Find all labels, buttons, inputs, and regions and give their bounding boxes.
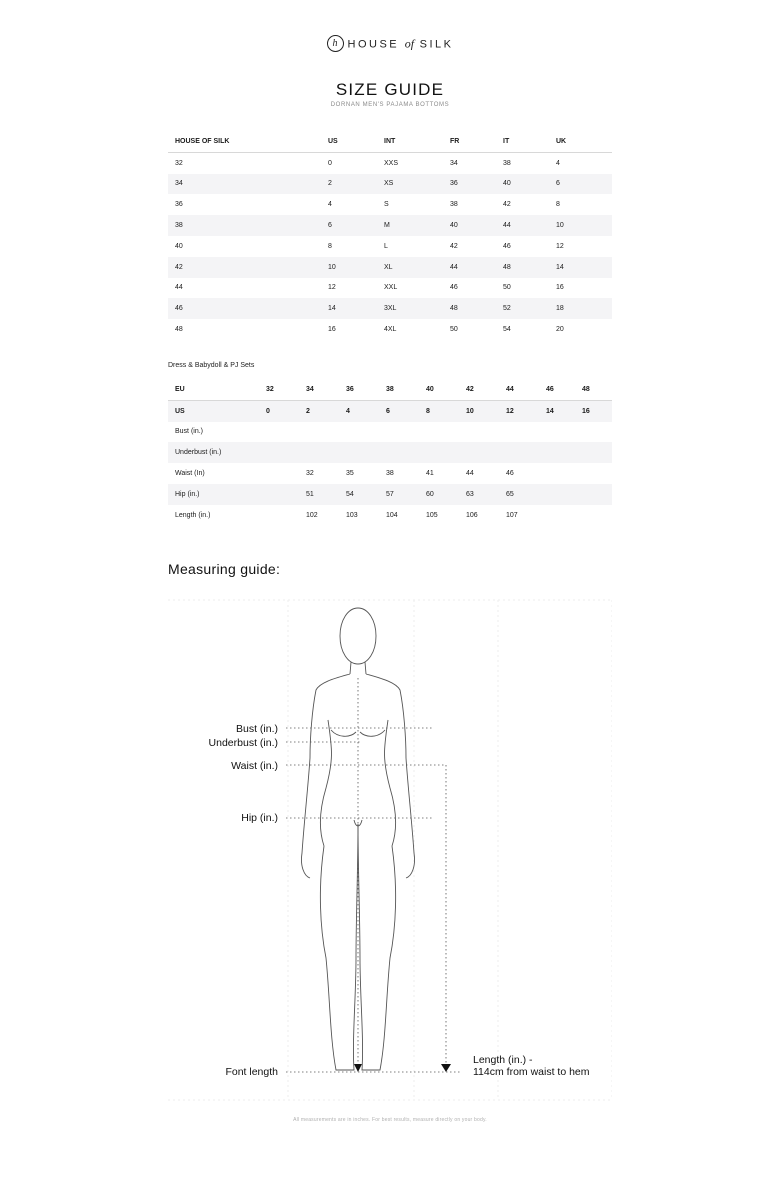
table-row: [168, 278, 612, 299]
table-cell: 42: [503, 201, 511, 209]
table-cell: Underbust (in.): [168, 442, 266, 463]
table-cell: Waist (In): [175, 470, 205, 478]
table-cell: [426, 442, 466, 463]
length-arrow-icon: [441, 1064, 451, 1072]
table-cell: 40: [450, 215, 503, 236]
table-cell: 16: [582, 400, 612, 421]
table-row: [168, 215, 612, 236]
table-cell: 46: [503, 242, 511, 250]
table-cell: [266, 505, 306, 526]
table-cell: [546, 422, 582, 443]
table-cell: 6: [328, 215, 384, 236]
table-cell: [466, 422, 506, 443]
table-cell: Length (in.): [175, 511, 211, 519]
table-row: [168, 194, 612, 215]
table-cell: [582, 484, 612, 505]
table-cell: 50: [450, 326, 458, 334]
table-cell: XXL: [384, 284, 398, 292]
table-cell: [546, 484, 582, 505]
table-cell: 46: [506, 470, 514, 478]
measuring-guide-title: Measuring guide:: [168, 561, 281, 577]
page-title: SIZE GUIDE: [335, 80, 445, 99]
table-row: [168, 319, 612, 340]
table-cell: [266, 463, 306, 484]
table-row: [168, 257, 612, 278]
table-cell: 18: [556, 298, 612, 319]
table-cell: 38: [386, 379, 426, 400]
table-cell: 107: [506, 511, 518, 519]
table-cell: US: [168, 400, 266, 421]
table-cell: [386, 422, 426, 443]
table-cell: [546, 442, 582, 463]
table-cell: 52: [503, 298, 556, 319]
table-cell: 35: [346, 470, 354, 478]
table-cell: EU: [168, 379, 266, 400]
table-cell: 8: [328, 242, 332, 250]
table-cell: [546, 505, 582, 526]
table-cell: 54: [346, 484, 386, 505]
table-cell: 38: [386, 470, 394, 478]
footnote: All measurements are in inches. For best results, measure directly on your body.: [293, 1117, 487, 1123]
table-cell: [546, 463, 582, 484]
table-cell: 103: [346, 511, 358, 519]
table-cell: [386, 442, 426, 463]
table-cell: [266, 442, 306, 463]
table-cell: 104: [386, 511, 398, 519]
table-row: [168, 505, 612, 526]
table-cell: [582, 422, 612, 443]
table-cell: 8: [556, 201, 560, 209]
dress-table-caption: Dress & Babydoll & PJ Sets: [168, 362, 255, 369]
table-cell: 6: [556, 174, 612, 195]
table-cell: 42: [168, 257, 328, 278]
table-cell: 34: [168, 174, 328, 195]
table-cell: 50: [503, 284, 511, 292]
table-cell: 2: [328, 174, 384, 195]
table-cell: 4: [346, 400, 386, 421]
table-cell: 105: [426, 511, 438, 519]
table-cell: 10: [328, 257, 384, 278]
table-cell: Hip (in.): [168, 484, 266, 505]
us-size-row: [168, 400, 612, 421]
table-row: [168, 422, 612, 443]
table-cell: [346, 422, 386, 443]
table-cell: 102: [306, 511, 318, 519]
table-cell: 32: [306, 470, 314, 478]
measuring-figure: [168, 598, 612, 1106]
table-row: [168, 174, 612, 195]
table-cell: 65: [506, 484, 546, 505]
table-cell: Bust (in.): [175, 428, 204, 436]
front-length-arrow-icon: [354, 1064, 362, 1072]
bust-label: Bust (in.): [235, 723, 278, 735]
header-house-of-silk: HOUSE OF SILK: [168, 131, 328, 152]
table-cell: 4: [328, 201, 332, 209]
table-cell: 48: [175, 326, 183, 334]
table-cell: 63: [466, 484, 506, 505]
table-cell: 3XL: [384, 298, 450, 319]
table-cell: [306, 422, 346, 443]
figure-grid: [168, 600, 612, 1100]
table-row: [168, 236, 612, 257]
table-cell: 36: [175, 201, 183, 209]
underbust-label: Underbust (in.): [208, 737, 278, 749]
table-cell: XL: [384, 257, 450, 278]
table-cell: 6: [386, 400, 426, 421]
table-cell: 32: [175, 159, 183, 167]
table-cell: [306, 442, 346, 463]
brand-name-left: HOUSE: [347, 38, 400, 51]
table-row: [168, 152, 612, 173]
table-cell: [582, 463, 612, 484]
table-cell: 106: [466, 511, 478, 519]
table-cell: [582, 442, 612, 463]
table-cell: 44: [466, 470, 474, 478]
table-cell: 8: [426, 400, 466, 421]
table-cell: 16: [328, 326, 336, 334]
table-cell: S: [384, 201, 389, 209]
table-cell: 38: [168, 215, 328, 236]
table-cell: 51: [306, 484, 346, 505]
table-cell: 10: [466, 400, 506, 421]
table-cell: XXS: [384, 159, 399, 167]
waist-label: Waist (in.): [231, 760, 278, 772]
table-cell: [426, 422, 466, 443]
table-cell: 34: [306, 379, 346, 400]
table-cell: 2: [306, 400, 346, 421]
table-cell: 4: [556, 159, 560, 167]
table-cell: 32: [266, 379, 306, 400]
table-cell: 60: [426, 484, 466, 505]
table-cell: 36: [450, 174, 503, 195]
table-cell: 38: [450, 201, 458, 209]
table-cell: [506, 442, 546, 463]
length-label-line2: 114cm from waist to hem: [473, 1066, 590, 1078]
table-row: [168, 463, 612, 484]
table-cell: 12: [328, 284, 336, 292]
table-cell: 12: [506, 400, 546, 421]
table-cell: 14: [556, 257, 612, 278]
table-cell: [466, 442, 506, 463]
measure-lines: [286, 678, 460, 1072]
table-cell: [266, 422, 306, 443]
brand-logo: [0, 36, 780, 53]
table-cell: 14: [328, 298, 384, 319]
table-cell: XS: [384, 174, 450, 195]
table-cell: 34: [450, 159, 458, 167]
header-it: IT: [503, 131, 556, 152]
table-cell: 42: [450, 242, 458, 250]
table-header-row: [168, 131, 612, 152]
table-row: [168, 442, 612, 463]
page-subtitle: DORNAN MEN'S PAJAMA BOTTOMS: [330, 102, 450, 108]
table-cell: 48: [503, 257, 556, 278]
table-cell: L: [384, 242, 388, 250]
dress-size-table: [168, 379, 612, 526]
eu-size-row: [168, 379, 612, 400]
hip-label: Hip (in.): [241, 812, 278, 824]
brand-name-of: of: [404, 36, 415, 51]
table-cell: 44: [450, 257, 503, 278]
table-cell: 40: [503, 174, 556, 195]
table-cell: 42: [466, 379, 506, 400]
table-cell: 10: [556, 215, 612, 236]
table-cell: 14: [546, 400, 582, 421]
table-cell: 38: [503, 159, 511, 167]
table-cell: 44: [175, 284, 183, 292]
table-row: [168, 484, 612, 505]
table-row: [168, 298, 612, 319]
table-cell: 40: [426, 379, 466, 400]
table-cell: 41: [426, 470, 434, 478]
table-cell: 48: [450, 298, 503, 319]
table-cell: M: [384, 215, 450, 236]
table-cell: 48: [582, 379, 612, 400]
table-cell: 46: [450, 284, 458, 292]
table-cell: 46: [546, 379, 582, 400]
header-int: INT: [384, 131, 450, 152]
header-uk: UK: [556, 131, 612, 152]
header-fr: FR: [450, 131, 503, 152]
table-cell: [266, 484, 306, 505]
table-cell: 0: [328, 159, 332, 167]
table-cell: 20: [556, 326, 564, 334]
table-cell: 36: [346, 379, 386, 400]
table-cell: 16: [556, 284, 564, 292]
header-us: US: [328, 131, 384, 152]
monogram-icon: h: [327, 35, 344, 52]
table-cell: 54: [503, 326, 511, 334]
table-cell: 4XL: [384, 326, 397, 334]
table-cell: [346, 442, 386, 463]
table-cell: 0: [266, 400, 306, 421]
table-cell: 46: [168, 298, 328, 319]
table-cell: 44: [506, 379, 546, 400]
table-cell: [582, 505, 612, 526]
table-cell: 57: [386, 484, 426, 505]
table-cell: 12: [556, 242, 564, 250]
table-cell: [506, 422, 546, 443]
front-length-label: Font length: [225, 1066, 278, 1078]
size-conversion-table: [168, 131, 612, 340]
brand-name-right: SILK: [419, 38, 454, 51]
table-cell: 40: [175, 242, 183, 250]
table-cell: 44: [503, 215, 556, 236]
length-label-line1: Length (in.) -: [473, 1054, 533, 1066]
